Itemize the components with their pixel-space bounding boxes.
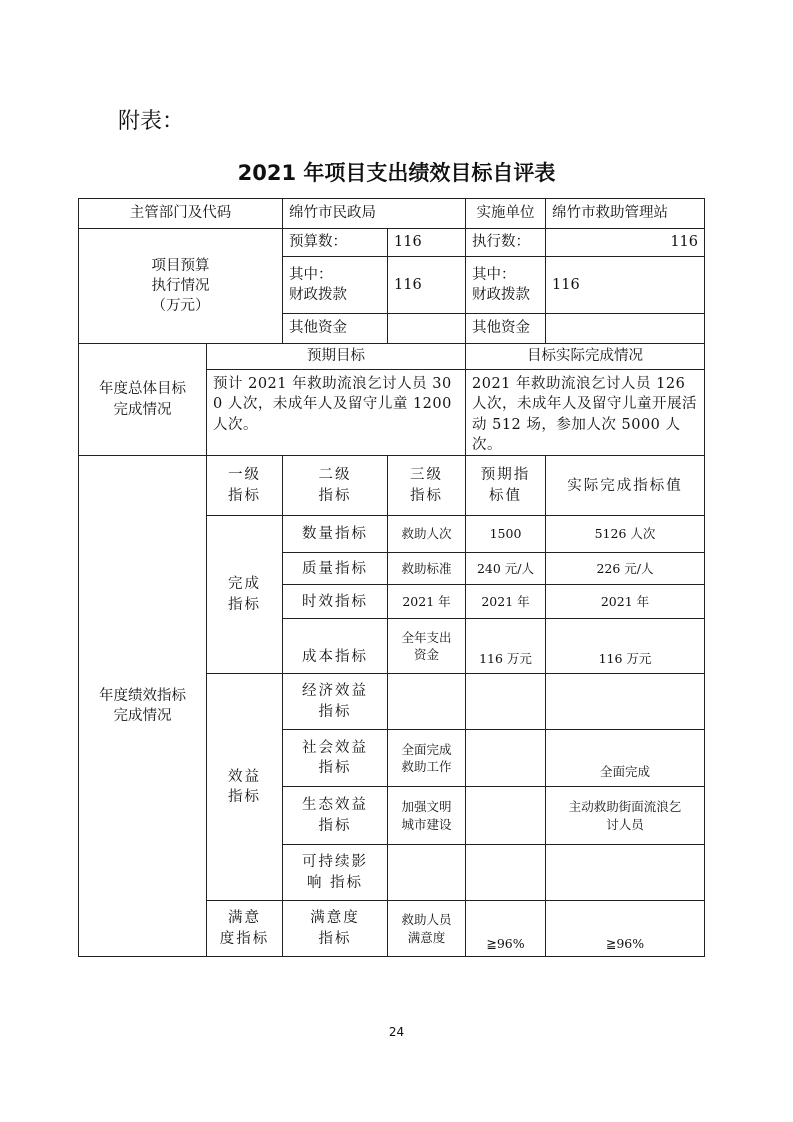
actual-cell [546,845,705,901]
level2-cell [283,901,388,957]
expected-cell: 116 万元 [466,619,546,674]
page-number: 24 [388,1025,405,1039]
level3-cell: 2021 年 [388,585,466,619]
actual-cell: 226 元/人 [546,553,705,585]
actual-cell: ≧96% [546,901,705,957]
fiscal-label [283,257,388,314]
col-level2-line-1: 二级 [318,467,352,484]
group-benefit-line-2: 指标 [228,789,261,806]
dept-value: 绵竹市民政局 [283,199,466,229]
level3-cell [388,730,466,787]
col-expected-header [466,456,546,516]
level3-line-2: 救助工作 [401,759,452,775]
col-level3-line-2: 指标 [410,487,443,504]
level3-line-2: 城市建设 [401,816,452,832]
level3-cell [388,787,466,845]
indicators-header-row [79,456,705,516]
goal-section-label [79,344,207,456]
level2-cell [283,787,388,845]
impl-label: 实施单位 [466,199,546,229]
col-level2-line-2: 指标 [318,487,352,504]
indicators-section-line-1: 年度绩效指标 [99,687,186,704]
other-funds-exec-value [546,314,705,344]
goal-section-line-2: 完成情况 [113,401,172,418]
group-completion [207,516,283,674]
level2-cell [283,730,388,787]
budget-section-line-1: 项目预算 [151,257,210,274]
col-level1-line-2: 指标 [228,487,261,504]
other-funds-budget-value [388,314,466,344]
expected-cell [466,845,546,901]
group-completion-line-2: 指标 [228,596,261,613]
group-satisfaction-line-2: 度指标 [219,930,270,947]
expected-cell: ≧96% [466,901,546,957]
dept-label: 主管部门及代码 [79,199,283,229]
actual-goal-text: 2021 年救助流浪乞讨人员 126 人次，未成年人及留守儿童开展活动 512 场，参加人次 5000 人次。 [466,370,705,456]
goal-header-row [79,344,705,370]
fiscal-label-line-2: 财政拨款 [289,287,347,303]
budget-section-line-3: （万元） [151,298,210,315]
budget-label: 预算数： [283,229,388,257]
col-expected-line-1: 预期指 [480,467,531,484]
exec-value: 116 [546,229,705,257]
level2-line-1: 满意度 [310,910,360,927]
expected-cell: 1500 [466,516,546,553]
col-level1-header [207,456,283,516]
expected-goal-header: 预期目标 [207,344,466,370]
indicators-section-label [79,456,207,957]
goal-section-line-1: 年度总体目标 [99,381,186,398]
group-completion-line-1: 完成 [228,576,261,593]
level2-line-1: 社会效益 [302,739,368,756]
level3-cell: 救助标准 [388,553,466,585]
actual-cell [546,674,705,730]
level3-cell [388,619,466,674]
group-satisfaction [207,901,283,957]
col-level3-line-1: 三级 [410,467,443,484]
fiscal-exec-label-line-2: 财政拨款 [472,287,530,303]
indicators-section-line-2: 完成情况 [113,708,172,725]
other-funds-label: 其他资金 [283,314,388,344]
fiscal-budget-value: 116 [388,257,466,314]
level2-line-1: 经济效益 [302,683,368,700]
level2-line-2: 指标 [318,930,352,947]
actual-cell: 2021 年 [546,585,705,619]
level2-cell [283,674,388,730]
level3-line-1: 全面完成 [401,741,452,757]
expected-goal-text: 预计 2021 年救助流浪乞讨人员 300 人次，未成年人及留守儿童 1200 人次。 [207,370,466,456]
level2-cell: 时效指标 [283,585,388,619]
exec-label: 执行数： [466,229,546,257]
level2-cell: 成本指标 [283,619,388,674]
level3-cell [388,845,466,901]
actual-goal-header: 目标实际完成情况 [466,344,705,370]
actual-cell: 全面完成 [546,730,705,787]
level3-cell [388,901,466,957]
group-satisfaction-line-1: 满意 [228,910,261,927]
expected-cell [466,730,546,787]
expected-cell [466,674,546,730]
budget-row [79,229,705,257]
impl-value: 绵竹市救助管理站 [546,199,705,229]
budget-section-line-2: 执行情况 [151,277,210,294]
col-level3-header [388,456,466,516]
fiscal-exec-label-line-1: 其中： [472,266,516,283]
level2-line-2: 响 指标 [306,874,364,891]
col-level1-line-1: 一级 [228,467,261,484]
expected-cell: 240 元/人 [466,553,546,585]
level3-cell [388,674,466,730]
appendix-label: 附表： [118,109,185,134]
actual-cell: 5126 人次 [546,516,705,553]
level3-line-1: 全年支出 [401,629,452,645]
level3-line-2: 满意度 [407,929,446,945]
level3-line-1: 加强文明 [401,799,452,815]
level2-line-2: 指标 [318,760,352,777]
page-title: 2021 年项目支出绩效目标自评表 [237,161,556,185]
level2-line-2: 指标 [318,703,352,720]
level2-line-1: 可持续影 [302,854,368,871]
fiscal-label-line-1: 其中： [289,266,333,283]
budget-value: 116 [388,229,466,257]
group-benefit [207,674,283,901]
evaluation-table [78,198,705,957]
other-funds-exec-label: 其他资金 [466,314,546,344]
col-level2-header [283,456,388,516]
level2-line-2: 指标 [318,817,352,834]
col-actual-header: 实际完成指标值 [546,456,705,516]
header-row [79,199,705,229]
level3-line-1: 救助人员 [401,912,452,928]
col-expected-line-2: 标值 [489,487,522,504]
level2-cell: 质量指标 [283,553,388,585]
fiscal-exec-value: 116 [546,257,705,314]
level2-cell [283,845,388,901]
fiscal-exec-label [466,257,546,314]
budget-section-label [79,229,283,344]
level3-line-2: 资金 [413,647,439,663]
expected-cell [466,787,546,845]
level2-line-1: 生态效益 [302,797,368,814]
group-benefit-line-1: 效益 [228,768,261,785]
level2-cell: 数量指标 [283,516,388,553]
actual-cell: 主动救助街面流浪乞讨人员 [546,787,705,845]
expected-cell: 2021 年 [466,585,546,619]
level3-cell: 救助人次 [388,516,466,553]
actual-cell: 116 万元 [546,619,705,674]
